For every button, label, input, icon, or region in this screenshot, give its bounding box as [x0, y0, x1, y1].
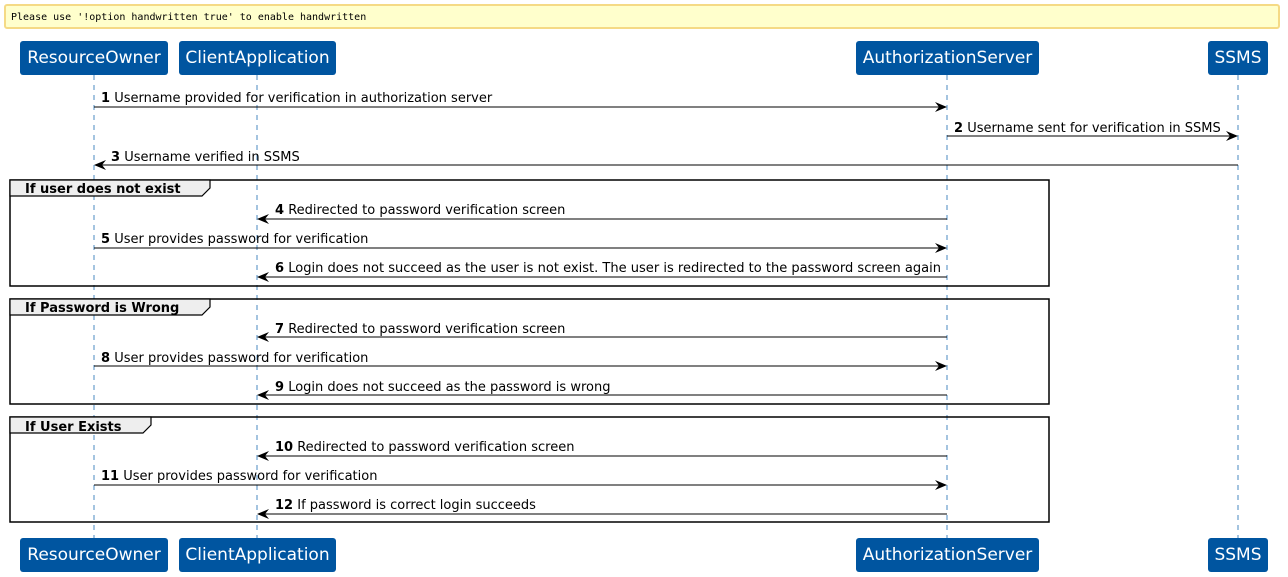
group-title: If User Exists — [25, 420, 122, 435]
message-6 — [258, 261, 947, 277]
participant-ssms-bottom[interactable]: SSMS — [1208, 538, 1268, 572]
message-11 — [94, 469, 946, 485]
participant-client-application-top[interactable]: ClientApplication — [179, 41, 336, 75]
message-2 — [947, 121, 1237, 136]
message-3 — [95, 150, 1238, 165]
notice-text: Please use '!option handwritten true' to enable handwritten — [11, 12, 367, 23]
participant-authorization-server-top[interactable]: AuthorizationServer — [856, 41, 1039, 75]
message-4 — [258, 203, 947, 219]
svg-text:2 Username sent for verificati: 2 Username sent for verification in SSMS — [954, 121, 1221, 136]
svg-text:4 Redirected to password verif: 4 Redirected to password verification screen — [275, 203, 566, 218]
participant-ssms-top[interactable]: SSMS — [1208, 41, 1268, 75]
message-12 — [258, 498, 947, 514]
message-1 — [94, 91, 946, 107]
svg-text:1 Username provided for verifi: 1 Username provided for verification in authorization server — [101, 91, 493, 106]
message-9 — [258, 380, 947, 395]
svg-text:6 Login does not succeed as th: 6 Login does not succeed as the user is not exist. The user is redirected to the password screen again — [275, 261, 940, 276]
svg-text:11 User provides password for: 11 User provides password for verification — [101, 469, 378, 484]
participant-client-application-bottom[interactable]: ClientApplication — [179, 538, 336, 572]
participant-resource-owner-top[interactable]: ResourceOwner — [20, 41, 168, 75]
svg-text:7 Redirected to password verif: 7 Redirected to password verification screen — [275, 322, 566, 337]
message-5 — [94, 232, 946, 248]
svg-text:9 Login does not succeed as th: 9 Login does not succeed as the password is wrong — [275, 380, 611, 395]
message-8 — [94, 351, 946, 366]
svg-text:12 If password is correct logi: 12 If password is correct login succeeds — [275, 498, 536, 513]
group-title: If Password is Wrong — [25, 301, 180, 316]
group-title: If user does not exist — [25, 182, 181, 197]
participant-authorization-server-bottom[interactable]: AuthorizationServer — [856, 538, 1039, 572]
message-10 — [258, 440, 947, 456]
svg-text:8 User provides password for v: 8 User provides password for verification — [101, 351, 369, 366]
svg-text:10 Redirected to password veri: 10 Redirected to password verification screen — [275, 440, 575, 455]
svg-text:3 Username verified in SSMS: 3 Username verified in SSMS — [111, 150, 300, 165]
participant-resource-owner-bottom[interactable]: ResourceOwner — [20, 538, 168, 572]
message-7 — [258, 322, 947, 337]
svg-text:5 User provides password for v: 5 User provides password for verification — [101, 232, 369, 247]
